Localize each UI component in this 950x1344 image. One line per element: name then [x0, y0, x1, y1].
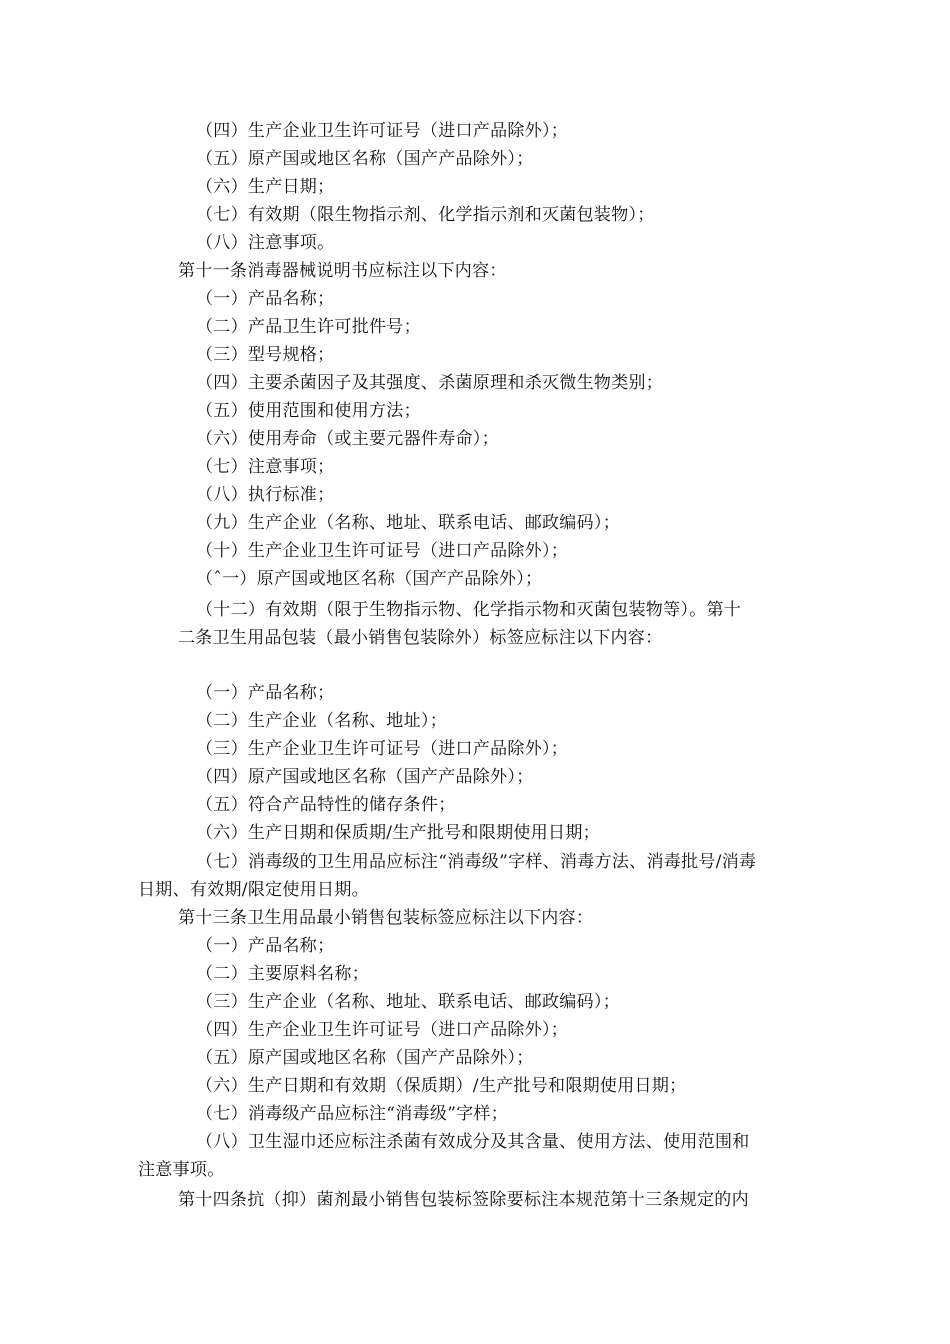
text-line: （十二）有效期（限于生物指示物、化学指示物和灭菌包装物等）。第十 — [196, 600, 742, 620]
text-line: （七）注意事项； — [196, 457, 335, 477]
text-line: （五）使用范围和使用方法； — [196, 401, 421, 421]
text-line: （四）原产国或地区名称（国产产品除外）； — [196, 767, 534, 787]
text-line: （三）生产企业（名称、地址、联系电话、邮政编码）； — [196, 992, 620, 1012]
article-heading: 第十一条消毒器械说明书应标注以下内容： — [178, 261, 507, 281]
text-line: （七）消毒级的卫生用品应标注“消毒级”字样、消毒方法、消毒批号/消毒 — [196, 852, 757, 872]
text-line: （四）生产企业卫生许可证号（进口产品除外）； — [196, 121, 569, 141]
text-line: （八）卫生湿巾还应标注杀菌有效成分及其含量、使用方法、使用范围和 — [196, 1132, 750, 1152]
text-line: （四）生产企业卫生许可证号（进口产品除外）； — [196, 1020, 569, 1040]
text-line: （ˆ一）原产国或地区名称（国产产品除外）； — [196, 569, 543, 589]
text-line: （一）产品名称； — [196, 289, 335, 309]
text-line: （六）使用寿命（或主要元器件寿命）； — [196, 429, 499, 449]
text-line: （一）产品名称； — [196, 683, 335, 703]
text-line: （七）有效期（限生物指示剂、化学指示剂和灭菌包装物）； — [196, 205, 655, 225]
text-line: 日期、有效期/限定使用日期。 — [138, 880, 369, 900]
text-line: （九）生产企业（名称、地址、联系电话、邮政编码）； — [196, 513, 620, 533]
article-heading: 第十四条抗（抑）菌剂最小销售包装标签除要标注本规范第十三条规定的内 — [178, 1190, 749, 1210]
text-line: （五）原产国或地区名称（国产产品除外）； — [196, 149, 534, 169]
text-line: （三）生产企业卫生许可证号（进口产品除外）； — [196, 739, 569, 759]
text-line: 注意事项。 — [138, 1160, 225, 1180]
text-line: （八）执行标准； — [196, 485, 335, 505]
text-line: （十）生产企业卫生许可证号（进口产品除外）； — [196, 541, 569, 561]
text-line: （五）原产国或地区名称（国产产品除外）； — [196, 1048, 534, 1068]
text-line: （四）主要杀菌因子及其强度、杀菌原理和杀灭微生物类别； — [196, 373, 664, 393]
text-line: （六）生产日期和保质期/生产批号和限期使用日期； — [196, 823, 600, 843]
text-line: （八）注意事项。 — [196, 233, 335, 253]
text-line: （三）型号规格； — [196, 345, 335, 365]
text-line: （六）生产日期和有效期（保质期）/生产批号和限期使用日期； — [196, 1076, 687, 1096]
text-line: （七）消毒级产品应标注“消毒级”字样； — [196, 1104, 509, 1124]
text-line: （二）产品卫生许可批件号； — [196, 317, 421, 337]
text-line: （一）产品名称； — [196, 936, 335, 956]
text-line: （六）生产日期； — [196, 177, 335, 197]
article-heading: 第十三条卫生用品最小销售包装标签应标注以下内容： — [178, 908, 594, 928]
text-line: （二）生产企业（名称、地址）； — [196, 711, 447, 731]
text-line: （五）符合产品特性的储存条件； — [196, 795, 456, 815]
text-line: （二）主要原料名称； — [196, 964, 369, 984]
article-heading: 二条卫生用品包装（最小销售包装除外）标签应标注以下内容： — [178, 628, 663, 648]
